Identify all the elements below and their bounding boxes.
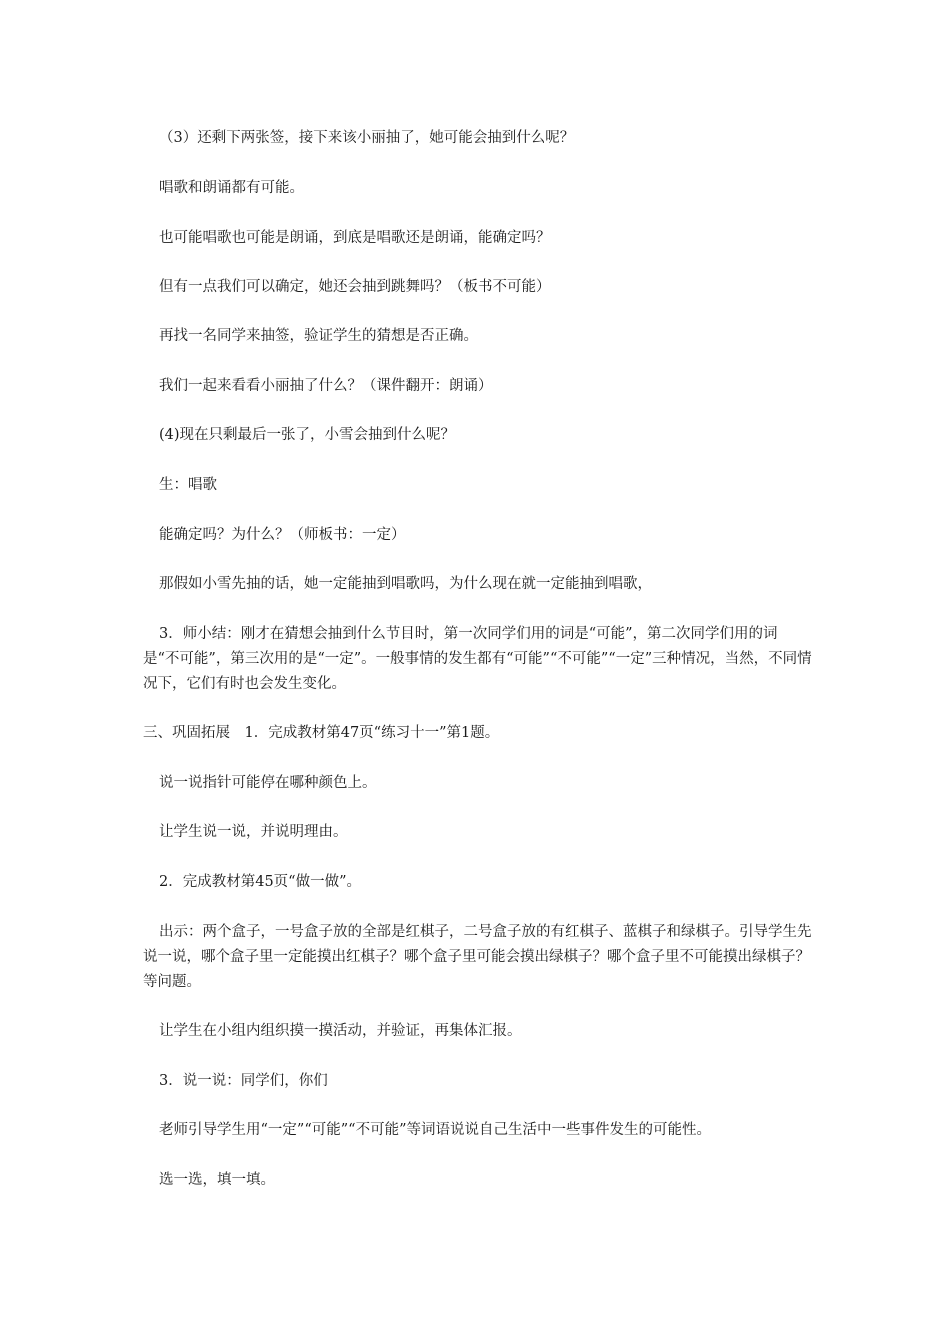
paragraph-19: 老师引导学生用“一定”“可能”“不可能”等词语说说自己生活中一些事件发生的可能性。 xyxy=(159,1122,711,1138)
paragraph-14: 让学生说一说，并说明理由。 xyxy=(159,824,348,840)
paragraph-5: 再找一名同学来抽签，验证学生的猜想是否正确。 xyxy=(159,328,478,344)
paragraph-9: 能确定吗？为什么？（师板书：一定） xyxy=(159,527,406,543)
paragraph-summary: 3．师小结：刚才在猜想会抽到什么节目时，第一次同学们用的词是“可能”，第二次同学们用的词是“不可能”，第三次用的是“一定”。一般事情的发生都有“可能”“不可能”“一定”三种情况，当然，不同情况下，它们有时也会发生变化。 xyxy=(143,626,812,692)
paragraph-17: 让学生在小组内组织摸一摸活动，并验证，再集体汇报。 xyxy=(159,1023,522,1039)
paragraph-15: 2．完成教材第45页“做一做”。 xyxy=(159,874,362,890)
paragraph-3: 也可能唱歌也可能是朗诵，到底是唱歌还是朗诵，能确定吗？ xyxy=(159,230,551,246)
paragraph-7: (4)现在只剩最后一张了，小雪会抽到什么呢？ xyxy=(159,427,456,443)
paragraph-10: 那假如小雪先抽的话，她一定能抽到唱歌吗，为什么现在就一定能抽到唱歌， xyxy=(159,576,652,592)
paragraph-4: 但有一点我们可以确定，她还会抽到跳舞吗？（板书不可能） xyxy=(159,279,551,295)
paragraph-18: 3．说一说：同学们，你们 xyxy=(159,1073,328,1089)
paragraph-8: 生：唱歌 xyxy=(159,477,217,493)
paragraph-20: 选一选，填一填。 xyxy=(159,1172,275,1188)
paragraph-6: 我们一起来看看小丽抽了什么？（课件翻开：朗诵） xyxy=(159,378,493,394)
section-heading-consolidate: 三、巩固拓展 1．完成教材第47页“练习十一”第1题。 xyxy=(143,725,500,741)
paragraph-13: 说一说指针可能停在哪种颜色上。 xyxy=(159,775,377,791)
paragraph-16: 出示：两个盒子，一号盒子放的全部是红棋子，二号盒子放的有红棋子、蓝棋子和绿棋子。引导学生先说一说，哪个盒子里一定能摸出红棋子？哪个盒子里可能会摸出绿棋子？哪个盒子里不可能摸出绿棋子？等问题。 xyxy=(143,924,812,990)
paragraph-2: 唱歌和朗诵都有可能。 xyxy=(159,180,304,196)
paragraph-1: （3）还剩下两张签，接下来该小丽抽了，她可能会抽到什么呢？ xyxy=(159,130,575,146)
